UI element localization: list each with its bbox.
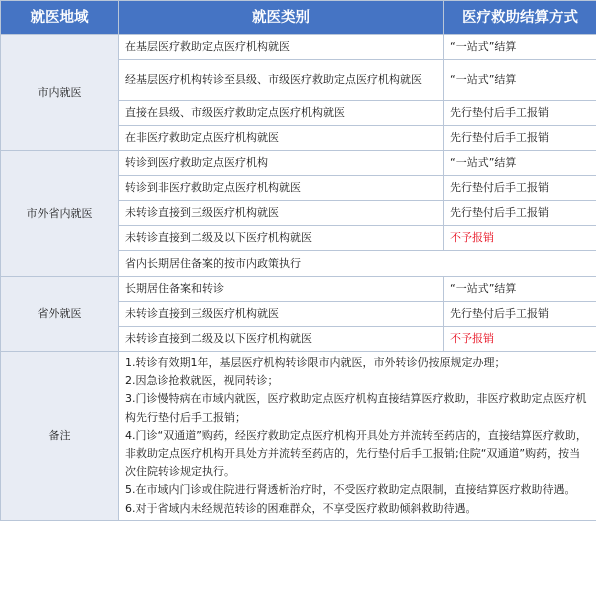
category-cell: 长期居住备案和转诊 xyxy=(119,277,444,302)
note-item-2: 2.因急诊抢救就医，视同转诊； xyxy=(125,374,279,388)
method-cell: 先行垫付后手工报销 xyxy=(444,176,596,201)
method-cell: 先行垫付后手工报销 xyxy=(444,126,596,151)
category-cell: 在非医疗救助定点医疗机构就医 xyxy=(119,126,444,151)
method-cell: “一站式”结算 xyxy=(444,60,596,101)
notes-cell xyxy=(119,352,596,521)
category-cell: 未转诊直接到二级及以下医疗机构就医 xyxy=(119,327,444,352)
method-cell-not-reimbursed: 不予报销 xyxy=(444,327,596,352)
method-cell: “一站式”结算 xyxy=(444,151,596,176)
table-row xyxy=(1,277,596,302)
category-cell: 经基层医疗机构转诊至县级、市级医疗救助定点医疗机构就医 xyxy=(119,60,444,101)
notes-label: 备注 xyxy=(1,352,119,521)
category-cell: 转诊到医疗救助定点医疗机构 xyxy=(119,151,444,176)
method-cell: 先行垫付后手工报销 xyxy=(444,302,596,327)
method-cell: 先行垫付后手工报销 xyxy=(444,101,596,126)
region-cell-in-province: 市外省内就医 xyxy=(1,151,119,277)
header-category: 就医类别 xyxy=(119,1,444,35)
category-cell: 在基层医疗救助定点医疗机构就医 xyxy=(119,35,444,60)
category-cell: 未转诊直接到三级医疗机构就医 xyxy=(119,302,444,327)
category-cell: 未转诊直接到二级及以下医疗机构就医 xyxy=(119,226,444,251)
note-item-4: 4.门诊“双通道”购药，经医疗救助定点医疗机构开具处方并流转至药店的，直接结算医疗救助，非救助定点医疗机构开具处方并流转至药店的，先行垫付后手工报销;住院“双通道”购药，按当次住院转诊规定执行。 xyxy=(125,428,587,479)
note-item-3: 3.门诊慢特病在市域内就医，医疗救助定点医疗机构直接结算医疗救助，非医疗救助定点医疗机构先行垫付后手工报销； xyxy=(125,392,587,424)
category-cell: 转诊到非医疗救助定点医疗机构就医 xyxy=(119,176,444,201)
table-header-row xyxy=(1,1,596,35)
note-item-5: 5.在市域内门诊或住院进行肾透析治疗时，不受医疗救助定点限制，直接结算医疗救助待遇。 xyxy=(125,483,576,497)
method-cell-not-reimbursed: 不予报销 xyxy=(444,226,596,251)
method-cell: “一站式”结算 xyxy=(444,35,596,60)
category-cell: 直接在县级、市级医疗救助定点医疗机构就医 xyxy=(119,101,444,126)
header-method: 医疗救助结算方式 xyxy=(444,1,596,35)
region-cell-local: 市内就医 xyxy=(1,35,119,151)
method-cell: “一站式”结算 xyxy=(444,277,596,302)
category-cell: 未转诊直接到三级医疗机构就医 xyxy=(119,201,444,226)
note-item-1: 1.转诊有效期1年，基层医疗机构转诊限市内就医，市外转诊仍按原规定办理； xyxy=(125,356,506,369)
method-cell: 先行垫付后手工报销 xyxy=(444,201,596,226)
table-row xyxy=(1,151,596,176)
notes-row xyxy=(1,352,596,521)
note-item-6: 6.对于省域内未经规范转诊的困难群众，不享受医疗救助倾斜救助待遇。 xyxy=(125,501,477,515)
region-cell-out-of-province: 省外就医 xyxy=(1,277,119,352)
header-region: 就医地域 xyxy=(1,1,119,35)
table-row xyxy=(1,35,596,60)
in-province-residence-note: 省内长期居住备案的按市内政策执行 xyxy=(119,251,596,277)
